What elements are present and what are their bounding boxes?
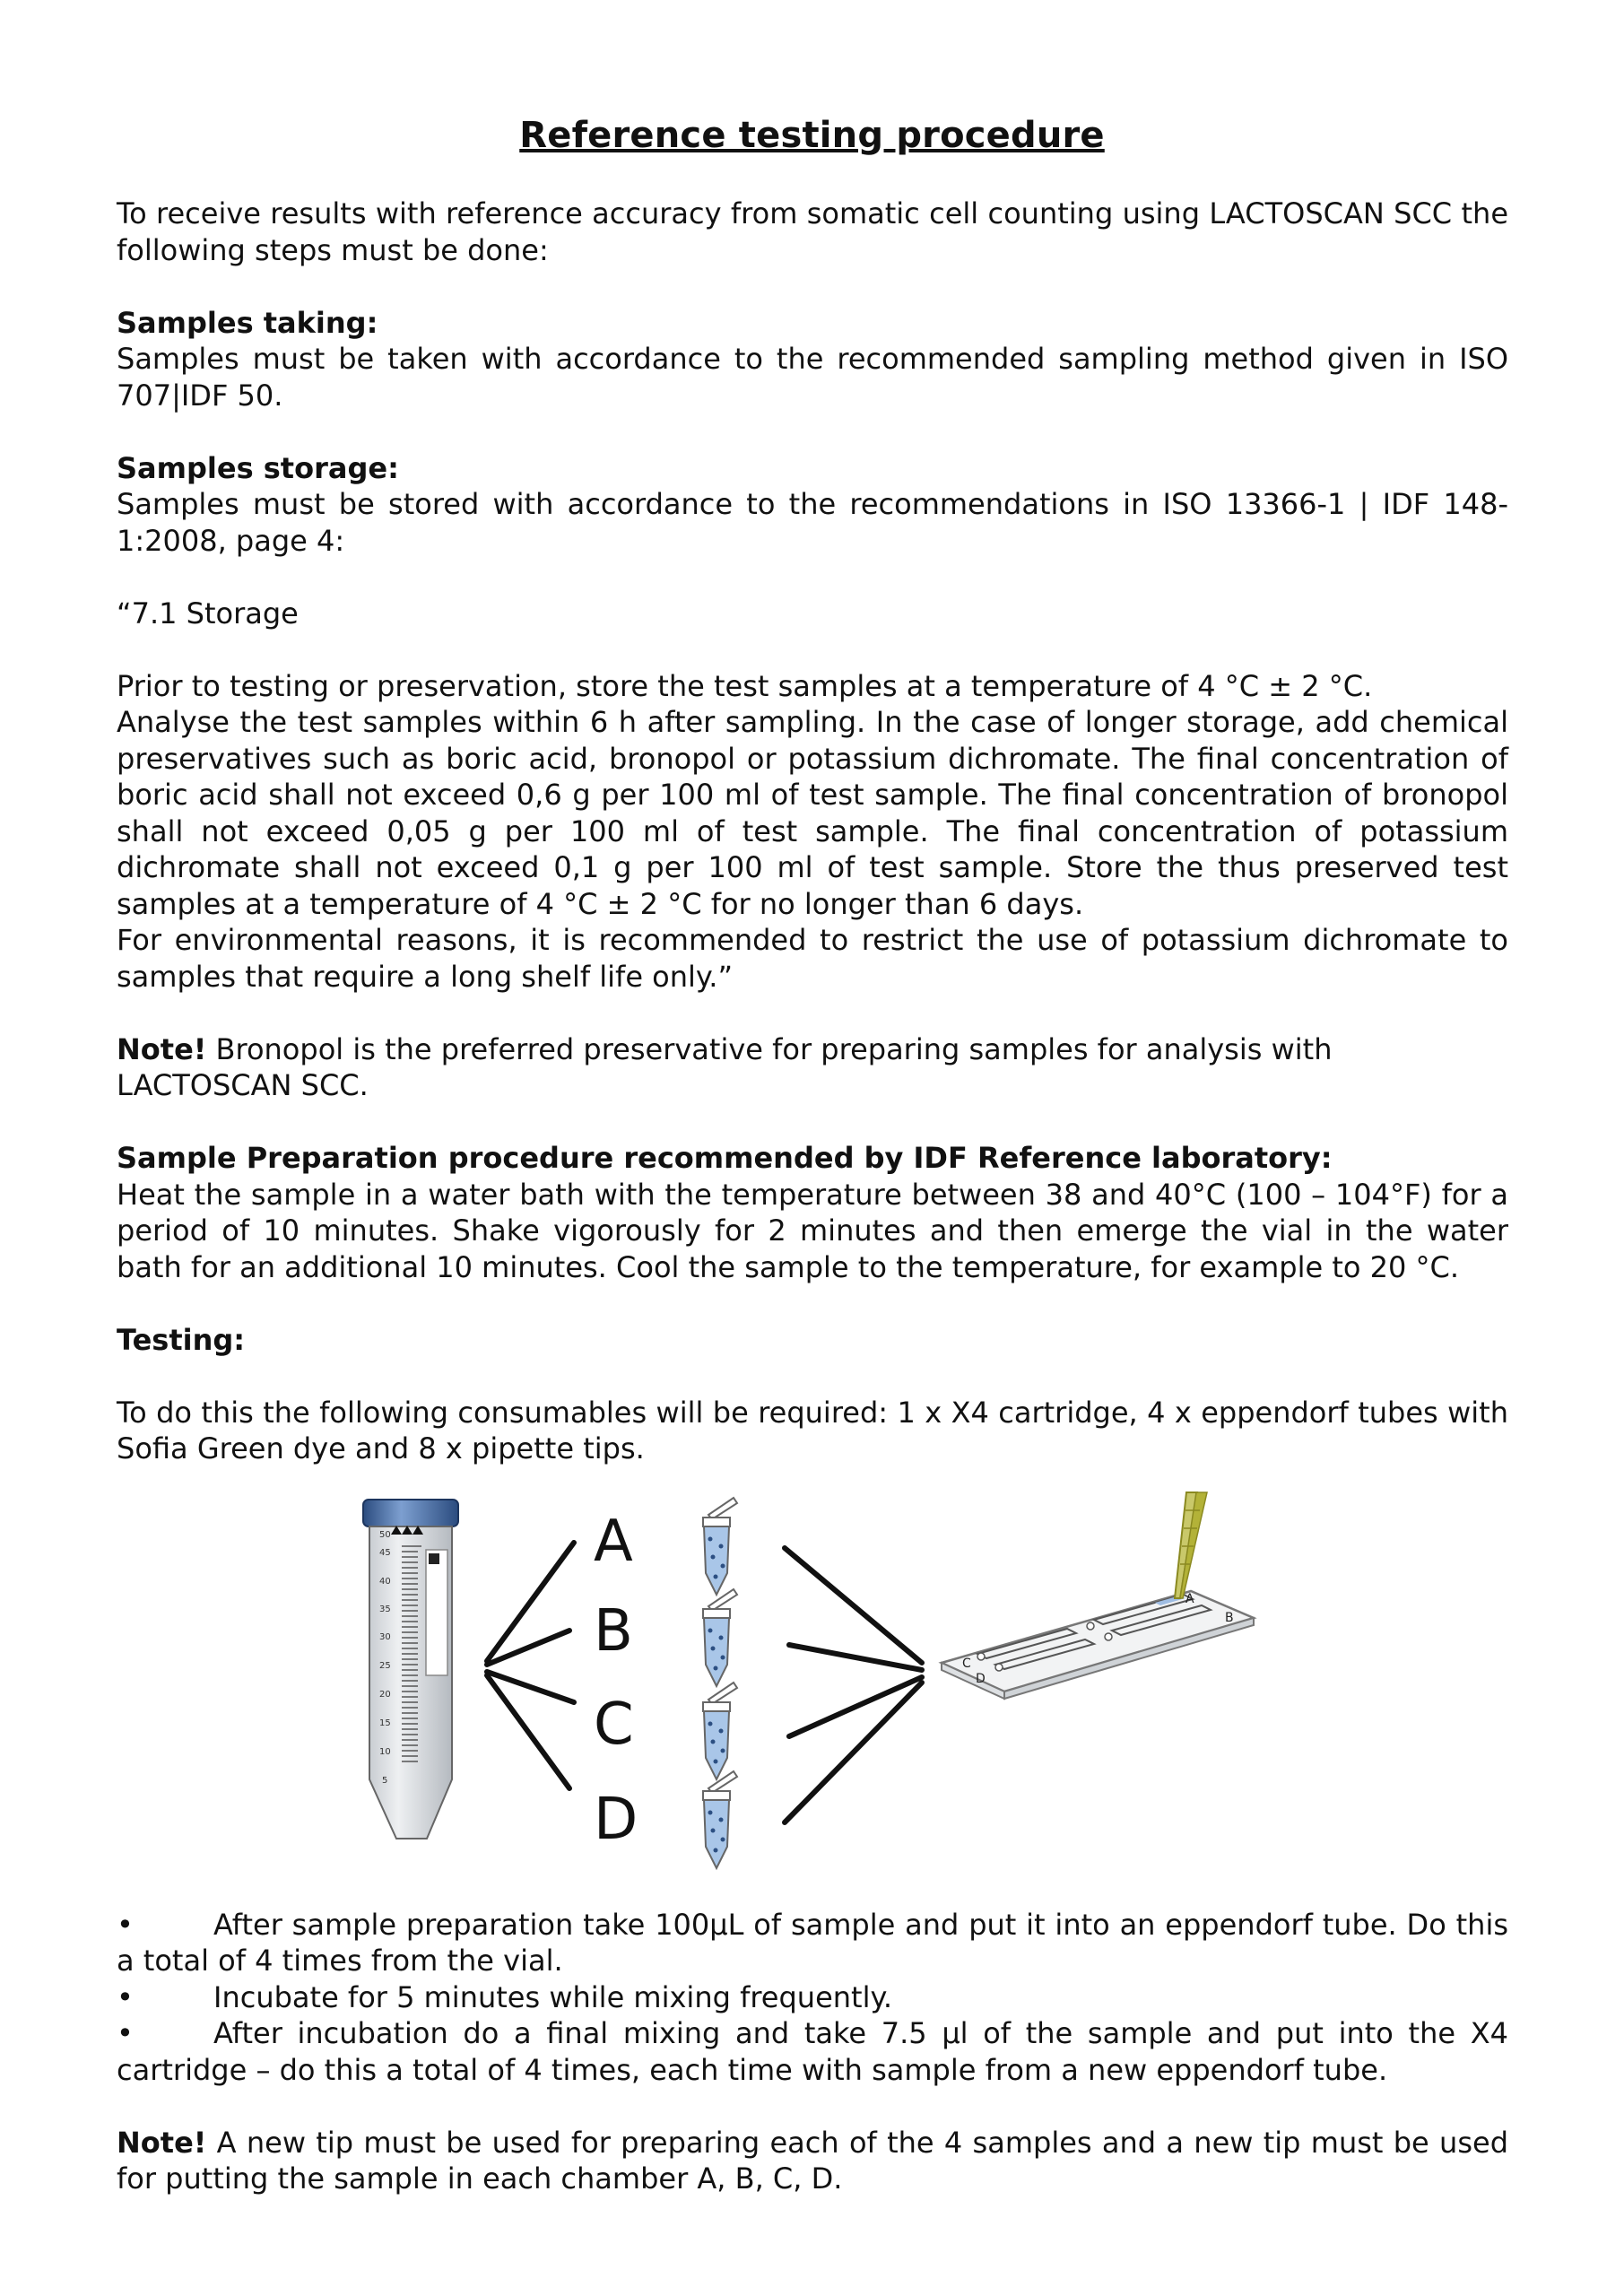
intro-paragraph: To receive results with reference accuracy from somatic cell counting using LACTOSCAN SCC the following steps must be done: (117, 196, 1508, 267)
connector-lines-right (785, 1548, 922, 1822)
sample-vial (363, 1500, 458, 1839)
letter-a: A (594, 1508, 633, 1575)
note-label: Note! (117, 2125, 207, 2160)
scale-tick-label: 50 (379, 1529, 391, 1540)
step-item (117, 2015, 1508, 2088)
letter-b: B (594, 1597, 633, 1665)
eppendorf-tube-d (703, 1771, 737, 1868)
bullet-icon: • (117, 1907, 134, 1942)
testing-text: To do this the following consumables will be required: 1 x X4 cartridge, 4 x eppendorf tubes with Sofia Green dye and 8 x pipette tips. (117, 1395, 1508, 1465)
samples-storage-text: Samples must be stored with accordance to the recommendations in ISO 13366-1 | IDF 148-1:2008, page 4: (117, 487, 1508, 558)
step-item (117, 1979, 1508, 2016)
quote-paragraph-1: Prior to testing or preservation, store the test samples at a temperature of 4 °C ± 2 °C. (117, 668, 1373, 703)
x4-cartridge (942, 1591, 1254, 1699)
scale-tick-label: 30 (379, 1631, 391, 1642)
step-text: After sample preparation take 100µL of sample and put it into an eppendorf tube. Do this a total of 4 times from the vial. (117, 1907, 1508, 1978)
eppendorf-tube-c (703, 1683, 737, 1779)
procedure-illustration (117, 1483, 1508, 1905)
scale-tick-label: 25 (379, 1660, 391, 1671)
note-preservative (117, 1031, 1508, 1104)
scale-tick-label: 20 (379, 1689, 391, 1700)
scale-tick-label: 15 (379, 1718, 391, 1728)
page-title: Reference testing procedure (519, 115, 1105, 156)
scale-tick-label: 40 (379, 1576, 391, 1587)
quote-heading: “7.1 Storage (117, 596, 299, 631)
step-text: After incubation do a final mixing and take 7.5 µl of the sample and put into the X4 cartridge – do this a total of 4 times, each time with sample from a new eppendorf tube. (117, 2016, 1508, 2087)
preparation-heading: Sample Preparation procedure recommended by IDF Reference laboratory: (117, 1141, 1333, 1175)
samples-taking-heading: Samples taking: (117, 305, 378, 340)
step-item (117, 1907, 1508, 1979)
letter-c: C (594, 1691, 634, 1758)
samples-storage-heading: Samples storage: (117, 450, 399, 485)
scale-tick-label: 10 (379, 1746, 391, 1757)
letter-d: D (594, 1786, 638, 1853)
bullet-icon: • (117, 2016, 134, 2050)
connector-lines-left (487, 1543, 574, 1788)
testing-heading: Testing: (117, 1322, 246, 1357)
document-body (117, 196, 1508, 2197)
step-text: Incubate for 5 minutes while mixing frequently. (213, 1979, 893, 2014)
note-text: A new tip must be used for preparing each of the 4 samples and a new tip must be used for putting the sample in each chamber A, B, C, D. (117, 2125, 1508, 2196)
note-tips (117, 2125, 1508, 2197)
quote-paragraph-2: Analyse the test samples within 6 h after sampling. In the case of longer storage, add chemical preservatives such as boric acid, bronopol or potassium dichromate. The final concentration of boric acid shall not exceed 0,6 g per 100 ml of test sample. The final concentration of bronopol shall not exceed 0,05 g per 100 ml of test sample. The final concentration of potassium dichromate shall not exceed 0,1 g per 100 ml of test sample. Store the thus preserved test samples at a temperature of 4 °C ± 2 °C for no longer than 6 days. (117, 705, 1508, 921)
samples-taking-text: Samples must be taken with accordance to the recommended sampling method given in ISO 707|IDF 50. (117, 342, 1508, 413)
scale-tick-label: 5 (382, 1775, 388, 1786)
eppendorf-tube-b (703, 1589, 737, 1686)
note-label: Note! (117, 1031, 207, 1066)
vial-cap (363, 1500, 458, 1526)
cartridge-label-c: C (962, 1656, 971, 1671)
pipette-tip (1175, 1492, 1207, 1598)
preparation-text: Heat the sample in a water bath with the temperature between 38 and 40°C (100 – 104°F) for a period of 10 minutes. Shake vigorously for 2 minutes and then emerge the vial in the water bath for an additional 10 minutes. Cool the sample to the temperature, for example to 20 °C. (117, 1177, 1508, 1284)
cartridge-label-d: D (976, 1671, 986, 1686)
quote-paragraph-3: For environmental reasons, it is recommended to restrict the use of potassium dichromate to samples that require a long shelf life only.” (117, 923, 1508, 994)
cartridge-label-a: A (1185, 1591, 1194, 1606)
tube-letters (594, 1509, 638, 1853)
scale-tick-label: 45 (379, 1547, 391, 1558)
eppendorf-tube-a (703, 1498, 737, 1595)
cartridge-label-b: B (1225, 1610, 1234, 1625)
procedure-diagram (117, 1483, 1508, 1905)
scale-tick-label: 35 (379, 1604, 391, 1614)
bullet-icon: • (117, 1979, 134, 2014)
note-text: Bronopol is the preferred preservative for preparing samples for analysis with LACTOSCAN SCC. (117, 1031, 1333, 1102)
